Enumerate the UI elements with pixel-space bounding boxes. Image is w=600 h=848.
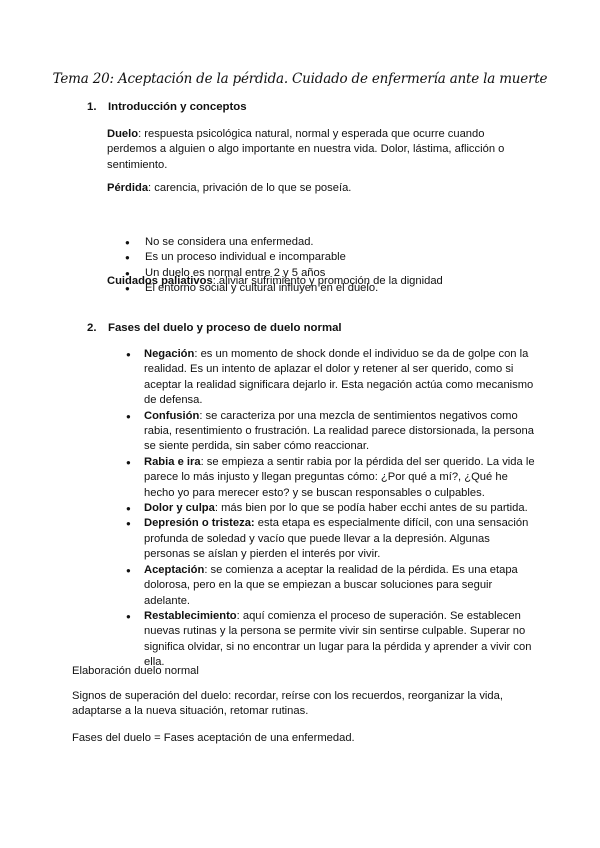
phase-negacion (126, 347, 536, 409)
phase-term: Confusión (144, 409, 200, 422)
section-2-title: Fases del duelo y proceso de duelo normal (108, 322, 342, 334)
section-1-heading (87, 100, 247, 115)
phase-text: esta etapa es especialmente difícil, con una sensación profunda de soledad y vacío que puede llevar a la depresión. Algunas personas se aíslan y pierden el interés por vivir. (144, 517, 529, 561)
phase-term: Aceptación (144, 563, 205, 576)
phase-text: : aquí comienza el proceso de superación. Se establecen nuevas rutinas y la persona se permite vivir sin sentirse culpable. Superar no significa olvidar, si no encontrar un lugar para la pérdida y aprender a vivir con ella. (144, 609, 532, 669)
phase-confusion (126, 409, 536, 455)
phase-text: : se empieza a sentir rabia por la pérdida del ser querido. La vida le parece lo más injusto y llegan preguntas cómo: ¿Por qué a mí?, ¿Qué he hecho yo para merecer esto? y se buscan responsables o culpables. (144, 455, 535, 499)
phase-aceptacion (126, 563, 536, 609)
paliativos-definition (107, 274, 507, 289)
phase-term: Dolor y culpa (144, 502, 215, 515)
phase-depresion (126, 516, 536, 562)
signos-paragraph: Signos de superación del duelo: recordar, reírse con los recuerdos, reorganizar la vida, adaptarse a la nueva situación, retomar rutinas. (72, 690, 503, 718)
phase-term: Depresión o tristeza: (144, 517, 255, 530)
phase-text: : más bien por lo que se podía haber ecchi antes de su partida. (214, 502, 528, 515)
phase-restablecimiento (126, 609, 536, 671)
phase-dolor (126, 501, 536, 516)
phase-text: : es un momento de shock donde el individuo se da de golpe con la realidad. Es un intento de aplazar el dolor y retener al ser querido, como si aceptar la realidad significara dejarlo ir. Esta negación actúa como mecanismo de defensa. (144, 348, 534, 407)
phase-term: Negación (144, 348, 195, 360)
section-2-heading (87, 321, 342, 336)
perdida-term: Pérdida (107, 182, 149, 194)
list-item: ● El entorno social y cultural influyen en el duelo. (107, 281, 507, 296)
phase-term: Restablecimiento (144, 609, 237, 622)
paliativos-text: : aliviar sufrimiento y promoción de la dignidad (212, 275, 443, 287)
duelo-definition (107, 127, 507, 173)
list-item: ● Es un proceso individual e incomparable (107, 250, 507, 265)
phase-text: : se caracteriza por una mezcla de sentimientos negativos como rabia, resentimiento o frustración. La realidad parece distorsionada, la persona se siente perdida, sin saber cómo reaccionar. (144, 409, 534, 453)
section-2-number: 2. (87, 322, 97, 334)
perdida-definition (107, 181, 507, 196)
list-item: ● No se considera una enfermedad. (107, 235, 507, 250)
list-item: ● Un duelo es normal entre 2 y 5 años (107, 266, 507, 281)
elaboracion-line: Elaboración duelo normal (72, 665, 199, 677)
duelo-term: Duelo (107, 128, 139, 140)
phase-rabia (126, 455, 536, 501)
fases-line: Fases del duelo = Fases aceptación de una enfermedad. (72, 732, 355, 744)
section-1-title: Introducción y conceptos (108, 101, 247, 113)
section-1-number: 1. (87, 101, 97, 113)
paliativos-term: Cuidados paliativos (107, 275, 213, 287)
document-title: Tema 20: Aceptación de la pérdida. Cuidado de enfermería ante la muerte (52, 71, 548, 87)
phase-term: Rabia e ira (144, 455, 201, 468)
phase-text: : se comienza a aceptar la realidad de la pérdida. Es una etapa dolorosa, pero en la que se empiezan a buscar soluciones para seguir adelante. (144, 563, 518, 607)
perdida-text: : carencia, privación de lo que se poseía. (148, 182, 352, 194)
duelo-text: : respuesta psicológica natural, normal y esperada que ocurre cuando perdemos a alguien o algo importante en nuestra vida. Dolor, lástima, aflicción o sentimiento. (107, 128, 505, 171)
phases-list (126, 347, 536, 671)
